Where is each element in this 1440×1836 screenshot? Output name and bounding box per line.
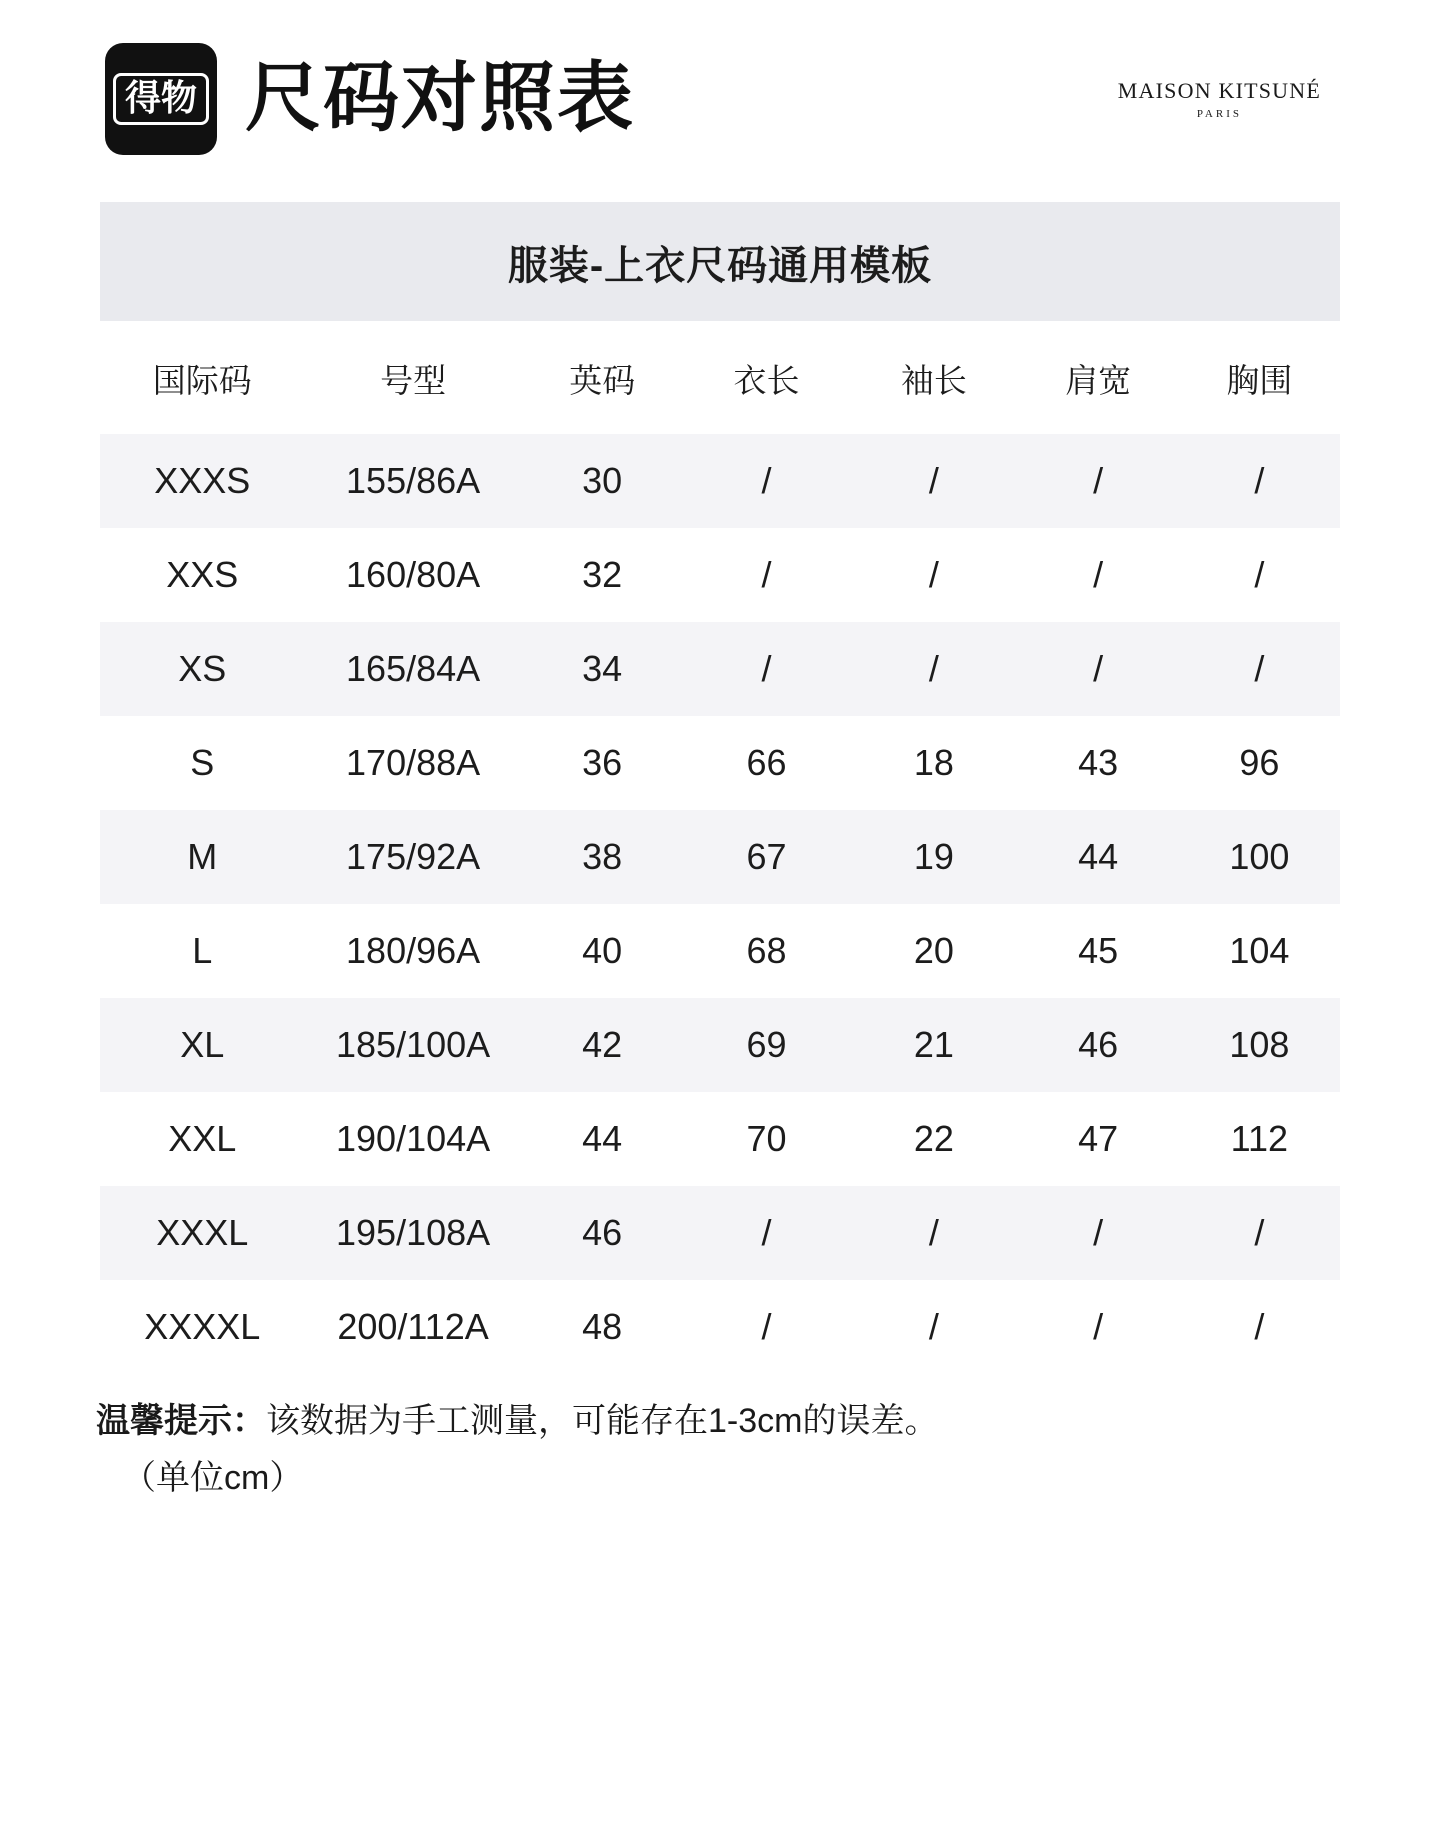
brand-name: MAISON KITSUNÉ [1117,78,1321,103]
table-cell: 42 [522,998,683,1092]
table-cell: / [1179,622,1340,716]
table-cell: M [100,810,305,904]
table-cell: 40 [522,904,683,998]
table-cell: XXXL [100,1186,305,1280]
table-cell: 200/112A [305,1280,522,1374]
table-cell: 170/88A [305,716,522,810]
table-row [100,904,1340,998]
table-cell: / [1179,434,1340,528]
size-table-container [100,202,1340,1374]
column-header: 衣长 [683,321,850,434]
table-cell: / [850,1280,1017,1374]
table-cell: 68 [683,904,850,998]
table-cell: 38 [522,810,683,904]
table-cell: 22 [850,1092,1017,1186]
table-cell: 44 [522,1092,683,1186]
table-row [100,1280,1340,1374]
table-cell: / [850,528,1017,622]
brand-logo [1118,78,1335,120]
table-row [100,1092,1340,1186]
table-cell: / [850,434,1017,528]
table-cell: 66 [683,716,850,810]
table-row [100,998,1340,1092]
table-cell: XXL [100,1092,305,1186]
table-cell: 18 [850,716,1017,810]
table-cell: / [1179,1280,1340,1374]
logo-border [113,73,209,125]
table-cell: XL [100,998,305,1092]
table-row [100,622,1340,716]
table-cell: / [683,622,850,716]
table-cell: 45 [1018,904,1179,998]
table-cell: 48 [522,1280,683,1374]
table-cell: / [1018,1186,1179,1280]
table-cell: 108 [1179,998,1340,1092]
table-cell: 47 [1018,1092,1179,1186]
table-cell: / [1179,528,1340,622]
table-cell: XXXS [100,434,305,528]
note-unit: （单位cm） [122,1459,304,1497]
table-cell: 46 [1018,998,1179,1092]
table-cell: 70 [683,1092,850,1186]
table-cell: L [100,904,305,998]
column-header: 胸围 [1179,321,1340,434]
page-title: 尺码对照表 [245,56,635,141]
table-cell: 180/96A [305,904,522,998]
column-header: 英码 [522,321,683,434]
table-row [100,434,1340,528]
table-cell: 165/84A [305,622,522,716]
column-header: 肩宽 [1018,321,1179,434]
table-header-row [100,321,1340,434]
table-cell: XXS [100,528,305,622]
logo-text: 得物 [124,77,197,119]
table-cell: / [1018,434,1179,528]
table-header-row-group [100,321,1340,434]
table-cell: 195/108A [305,1186,522,1280]
table-cell: 32 [522,528,683,622]
table-cell: 43 [1018,716,1179,810]
table-cell: 36 [522,716,683,810]
table-cell: 69 [683,998,850,1092]
note-block [96,1396,1344,1504]
table-cell: 44 [1018,810,1179,904]
table-row [100,528,1340,622]
table-cell: 34 [522,622,683,716]
table-cell: / [683,1186,850,1280]
dewu-logo [105,43,217,155]
note-text: 该数据为手工测量，可能存在1-3cm的误差。 [266,1402,939,1440]
table-cell: 190/104A [305,1092,522,1186]
table-cell: / [1018,1280,1179,1374]
table-cell: / [683,528,850,622]
table-cell: 155/86A [305,434,522,528]
table-row [100,1186,1340,1280]
table-cell: 20 [850,904,1017,998]
table-cell: / [1179,1186,1340,1280]
table-cell: S [100,716,305,810]
table-cell: / [683,434,850,528]
table-row [100,810,1340,904]
table-cell: / [683,1280,850,1374]
table-caption: 服装-上衣尺码通用模板 [100,202,1340,321]
table-cell: 104 [1179,904,1340,998]
table-cell: / [1018,622,1179,716]
table-cell: XS [100,622,305,716]
table-row [100,716,1340,810]
table-cell: 67 [683,810,850,904]
column-header: 袖长 [850,321,1017,434]
page-header [0,0,1440,170]
table-cell: 46 [522,1186,683,1280]
table-cell: 175/92A [305,810,522,904]
table-cell: 19 [850,810,1017,904]
table-cell: 30 [522,434,683,528]
table-cell: 160/80A [305,528,522,622]
table-cell: XXXXL [100,1280,305,1374]
note-label: 温馨提示： [96,1402,266,1440]
table-cell: 185/100A [305,998,522,1092]
brand-subtitle: PARIS [1196,108,1242,120]
column-header: 号型 [305,321,522,434]
size-table [100,321,1340,1374]
table-body [100,434,1340,1374]
table-cell: 96 [1179,716,1340,810]
table-cell: 100 [1179,810,1340,904]
table-cell: / [850,1186,1017,1280]
table-cell: 21 [850,998,1017,1092]
table-cell: / [850,622,1017,716]
table-cell: 112 [1179,1092,1340,1186]
table-cell: / [1018,528,1179,622]
column-header: 国际码 [100,321,305,434]
